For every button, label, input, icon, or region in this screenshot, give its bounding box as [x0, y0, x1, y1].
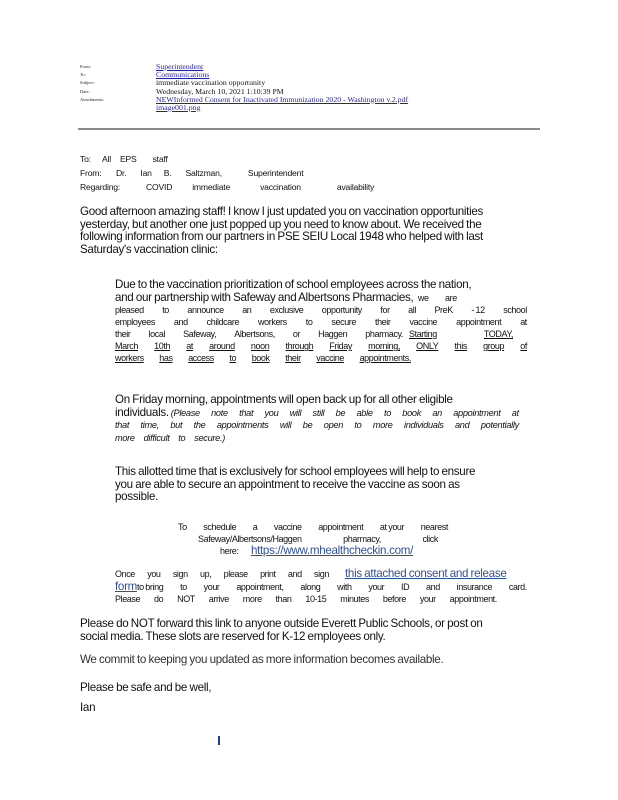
- quote-line: Due to the vaccination prioritization of school employees across the nation,: [115, 278, 472, 291]
- memo-to-word: All: [102, 154, 111, 164]
- memo-to-row: [80, 152, 380, 166]
- consent-form-link[interactable]: this attached consent and release: [345, 567, 507, 580]
- quote-line: possible.: [115, 490, 159, 504]
- quote-line: individuals. (Please note that you will still be able to book an appointment at: [115, 405, 519, 419]
- cursor-mark: [218, 736, 220, 745]
- memo-to-label: To:: [80, 154, 91, 164]
- header-attachments-row: [80, 96, 540, 104]
- from-value[interactable]: Superintendent: [156, 62, 204, 71]
- header-divider: [78, 128, 540, 130]
- date-value: Wednesday, March 10, 2021 1:10:39 PM: [156, 86, 284, 96]
- memo-regarding-word: COVID: [146, 182, 173, 192]
- email-header: [80, 63, 540, 112]
- schedule-line: To schedule a vaccine appointment at your nearest: [178, 522, 448, 532]
- memo-regarding-word: vaccination: [260, 182, 301, 192]
- signup-line: Once you sign up, please print and sign this attached consent and release: [115, 567, 507, 580]
- quote-line: you are able to secure an appointment to receive the vaccine as soon as: [115, 477, 460, 491]
- forward-line: social media. These slots are reserved for K-12 employees only.: [80, 629, 386, 643]
- attachment-image-link[interactable]: image001.png: [156, 102, 201, 112]
- quote-line: employees and childcare workers to secure their vaccine appointment at: [115, 317, 527, 328]
- quote-line: that time, but the appointments will be open to more individuals and potentially: [115, 420, 519, 431]
- consent-form-link-end[interactable]: form: [115, 579, 137, 593]
- memo-from-word: Superintendent: [247, 168, 304, 178]
- header-attachments-row-2: [80, 104, 540, 112]
- to-label: To:: [80, 72, 86, 78]
- quote-line: This allotted time that is exclusively for school employees will help to ensure: [115, 465, 476, 478]
- intro-line: Good afternoon amazing staff! I know I just updated you on vaccination opportunities: [80, 205, 483, 218]
- subject-label: Subject:: [80, 80, 95, 86]
- intro-paragraph: [80, 206, 540, 256]
- mhealthcheckin-link[interactable]: https://www.mhealthcheckin.com/: [250, 544, 414, 557]
- schedule-line: Safeway/Albertsons/Haggen pharmacy, click: [198, 534, 438, 544]
- forward-warning: [80, 618, 540, 643]
- memo-regarding-label: Regarding:: [80, 182, 121, 192]
- quote-line: workers has access to book their vaccine appointments.: [115, 353, 411, 364]
- forward-line: Please do NOT forward this link to anyone outside Everett Public Schools, or post on: [80, 617, 483, 630]
- signature: Ian: [80, 701, 96, 714]
- quote-line: March 10th at around noon through Friday morning, ONLY this group of: [115, 341, 527, 352]
- memo-to-word: staff: [152, 154, 168, 164]
- subject-value: immediate vaccination opportunity: [156, 78, 266, 88]
- memo-from-label: From:: [80, 168, 102, 178]
- quote-line: pleased to announce an exclusive opportunity for all PreK - 12 school: [115, 305, 527, 316]
- memo-from-word: Dr.: [116, 168, 127, 178]
- here-label: here:: [220, 546, 239, 556]
- header-to-row: [80, 71, 540, 79]
- header-from-row: [80, 63, 540, 71]
- to-value[interactable]: Communications: [156, 70, 210, 80]
- date-label: Date:: [80, 88, 90, 94]
- signup-line: form to bring to your appointment, along with your ID and insurance card.: [115, 579, 527, 593]
- intro-line: following information from our partners in PSE SEIU Local 1948 who helped with last: [80, 230, 483, 244]
- quote-line: and our partnership with Safeway and Albertsons Pharmacies, we are: [115, 290, 457, 304]
- memo-to-word: EPS: [119, 154, 137, 164]
- intro-line: yesterday, but another one just popped up you need to know about. We received the: [80, 217, 482, 231]
- quote-paragraph-1: [115, 279, 527, 364]
- header-subject-row: [80, 79, 540, 87]
- quote-paragraph-3: [115, 466, 527, 504]
- schedule-block: [178, 521, 448, 545]
- memo-regarding-word: immediate: [192, 182, 231, 192]
- commit-line: We commit to keeping you updated as more information becomes available.: [80, 653, 444, 666]
- memo-from-word: Ian: [140, 168, 152, 178]
- memo-regarding-word: availability: [336, 182, 375, 192]
- from-label: From:: [80, 64, 92, 69]
- closing-line: Please be safe and be well,: [80, 681, 212, 694]
- quote-line: their local Safeway, Albertsons, or Haggen pharmacy. Starting TODAY,: [115, 329, 513, 340]
- signup-block: [115, 568, 527, 605]
- intro-line: Saturday's vaccination clinic:: [80, 242, 218, 256]
- memo-from-word: B.: [163, 168, 172, 178]
- quote-line: On Friday morning, appointments will open back up for all other eligible: [115, 393, 453, 406]
- attachments-label: Attachments:: [80, 96, 104, 102]
- memo-from-row: [80, 166, 380, 180]
- memo-regarding-row: [80, 180, 380, 194]
- schedule-link-line: [220, 545, 413, 558]
- attachment-pdf-link[interactable]: NEWInformed Consent for Inactivated Immunization 2020 - Washington v.2.pdf: [156, 94, 409, 104]
- memo-block: [80, 152, 380, 194]
- quote-line: more difficult to secure.): [115, 432, 225, 443]
- quote-paragraph-2: [115, 394, 519, 444]
- memo-from-word: Saltzman,: [185, 168, 222, 178]
- signup-line: Please do NOT arrive more than 10-15 minutes before your appointment.: [115, 594, 497, 605]
